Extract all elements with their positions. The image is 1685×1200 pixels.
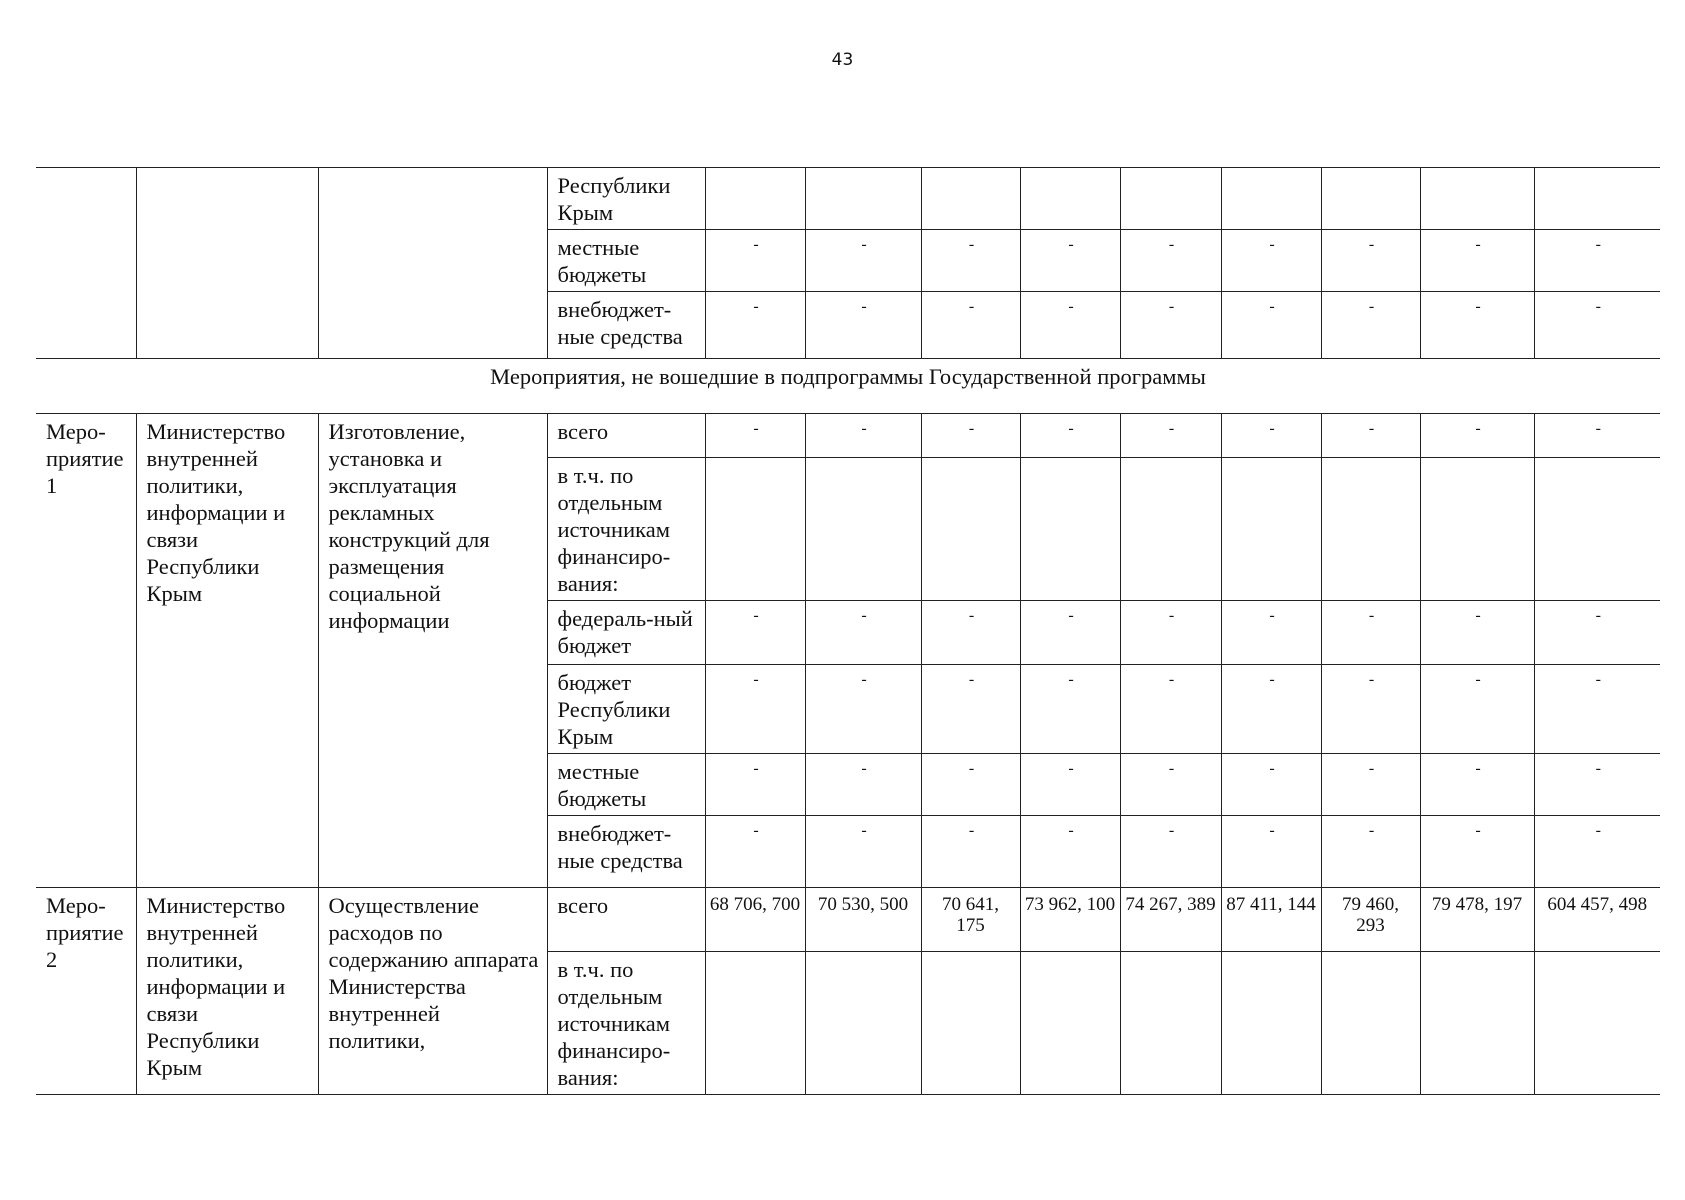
value-cell <box>805 168 921 230</box>
value-cell: - <box>705 601 805 665</box>
value-cell: - <box>805 292 921 359</box>
value-cell: - <box>1221 230 1321 292</box>
value-cell <box>921 952 1020 1095</box>
source-label: в т.ч. по отдельным источникам финансиро-вания: <box>547 458 705 601</box>
value-cell <box>1321 458 1420 601</box>
value-cell: - <box>1020 292 1120 359</box>
value-cell: - <box>921 601 1020 665</box>
value-cell: 70 530, 500 <box>805 888 921 952</box>
value-cell: - <box>921 292 1020 359</box>
value-cell: - <box>1120 665 1221 754</box>
value-cell: - <box>1221 665 1321 754</box>
value-cell <box>705 952 805 1095</box>
measure-description: Осуществление расходов по содержанию аппарата Министерства внутренней политики, <box>318 888 547 1095</box>
value-cell: - <box>1321 754 1420 816</box>
value-cell: - <box>705 754 805 816</box>
value-cell: 87 411, 144 <box>1221 888 1321 952</box>
value-cell <box>1321 168 1420 230</box>
value-cell: 68 706, 700 <box>705 888 805 952</box>
source-label: всего <box>547 414 705 458</box>
value-cell: - <box>1221 601 1321 665</box>
measure-description: Изготовление, установка и эксплуатация рекламных конструкций для размещения социальной информации <box>318 414 547 888</box>
value-cell: - <box>705 230 805 292</box>
value-cell: - <box>1534 601 1660 665</box>
value-cell: - <box>805 754 921 816</box>
value-cell <box>1120 168 1221 230</box>
value-cell: - <box>1221 754 1321 816</box>
value-cell: - <box>1321 601 1420 665</box>
value-cell: - <box>921 754 1020 816</box>
value-cell: - <box>1020 816 1120 888</box>
value-cell: - <box>1321 414 1420 458</box>
value-cell <box>921 168 1020 230</box>
value-cell <box>1534 952 1660 1095</box>
value-cell: - <box>921 230 1020 292</box>
value-cell: - <box>1420 601 1534 665</box>
table-row <box>36 888 1660 952</box>
value-cell: - <box>1120 292 1221 359</box>
empty-cell <box>36 168 136 359</box>
value-cell: - <box>1020 754 1120 816</box>
measure-1 <box>36 414 1660 888</box>
section-heading: Мероприятия, не вошедшие в подпрограммы Государственной программы <box>36 359 1660 414</box>
value-cell <box>1120 952 1221 1095</box>
value-cell <box>1534 458 1660 601</box>
value-cell: - <box>1534 665 1660 754</box>
value-cell <box>705 458 805 601</box>
value-cell: - <box>921 816 1020 888</box>
measure-2 <box>36 888 1660 1095</box>
source-label: Республики Крым <box>547 168 705 230</box>
value-cell: - <box>1534 292 1660 359</box>
value-cell <box>1534 168 1660 230</box>
source-label: местные бюджеты <box>547 230 705 292</box>
value-cell: 79 478, 197 <box>1420 888 1534 952</box>
value-cell: - <box>1321 292 1420 359</box>
value-cell <box>705 168 805 230</box>
value-cell: - <box>1120 414 1221 458</box>
value-cell: 70 641, 175 <box>921 888 1020 952</box>
value-cell: - <box>705 292 805 359</box>
measure-name: Меро-приятие 1 <box>36 414 136 888</box>
value-cell: - <box>1020 665 1120 754</box>
value-cell <box>1120 458 1221 601</box>
value-cell: - <box>1534 414 1660 458</box>
value-cell: - <box>1420 414 1534 458</box>
value-cell <box>805 458 921 601</box>
value-cell <box>1221 458 1321 601</box>
value-cell <box>921 458 1020 601</box>
value-cell: - <box>805 414 921 458</box>
source-label: всего <box>547 888 705 952</box>
section-heading-row <box>36 359 1660 414</box>
value-cell: - <box>1221 292 1321 359</box>
value-cell: - <box>1221 816 1321 888</box>
value-cell <box>805 952 921 1095</box>
value-cell: - <box>1020 414 1120 458</box>
table-row <box>36 168 1660 230</box>
source-label: внебюджет-ные средства <box>547 816 705 888</box>
value-cell: - <box>805 601 921 665</box>
value-cell: 73 962, 100 <box>1020 888 1120 952</box>
table-row <box>36 414 1660 458</box>
value-cell <box>1221 952 1321 1095</box>
source-label: бюджет Республики Крым <box>547 665 705 754</box>
top-block <box>36 168 1660 414</box>
value-cell: 74 267, 389 <box>1120 888 1221 952</box>
source-label: федераль-ный бюджет <box>547 601 705 665</box>
value-cell: - <box>1020 230 1120 292</box>
value-cell: - <box>1120 754 1221 816</box>
value-cell: - <box>1221 414 1321 458</box>
value-cell: - <box>1120 601 1221 665</box>
value-cell: - <box>1321 665 1420 754</box>
financing-table <box>36 167 1660 1095</box>
value-cell <box>1020 458 1120 601</box>
value-cell: - <box>1420 665 1534 754</box>
value-cell: - <box>1534 816 1660 888</box>
value-cell: - <box>1120 230 1221 292</box>
value-cell <box>1221 168 1321 230</box>
value-cell: - <box>1321 230 1420 292</box>
value-cell: - <box>1020 601 1120 665</box>
measure-name: Меро-приятие 2 <box>36 888 136 1095</box>
measure-executor: Министерство внутренней политики, информации и связи Республики Крым <box>136 414 318 888</box>
source-label: местные бюджеты <box>547 754 705 816</box>
value-cell: - <box>1420 292 1534 359</box>
value-cell <box>1420 458 1534 601</box>
value-cell <box>1020 168 1120 230</box>
value-cell: - <box>1120 816 1221 888</box>
value-cell: 79 460, 293 <box>1321 888 1420 952</box>
value-cell: - <box>1420 816 1534 888</box>
value-cell <box>1020 952 1120 1095</box>
empty-cell <box>318 168 547 359</box>
page-number: 43 <box>831 50 854 70</box>
value-cell: - <box>705 665 805 754</box>
value-cell: 604 457, 498 <box>1534 888 1660 952</box>
source-label: в т.ч. по отдельным источникам финансиро-вания: <box>547 952 705 1095</box>
value-cell: - <box>805 665 921 754</box>
value-cell <box>1420 168 1534 230</box>
value-cell: - <box>1420 230 1534 292</box>
source-label: внебюджет-ные средства <box>547 292 705 359</box>
value-cell <box>1321 952 1420 1095</box>
value-cell: - <box>1321 816 1420 888</box>
value-cell: - <box>705 414 805 458</box>
value-cell: - <box>1534 230 1660 292</box>
value-cell: - <box>1420 754 1534 816</box>
value-cell: - <box>921 665 1020 754</box>
value-cell: - <box>805 230 921 292</box>
value-cell: - <box>705 816 805 888</box>
empty-cell <box>136 168 318 359</box>
measure-executor: Министерство внутренней политики, информации и связи Республики Крым <box>136 888 318 1095</box>
value-cell <box>1420 952 1534 1095</box>
value-cell: - <box>1534 754 1660 816</box>
value-cell: - <box>805 816 921 888</box>
value-cell: - <box>921 414 1020 458</box>
